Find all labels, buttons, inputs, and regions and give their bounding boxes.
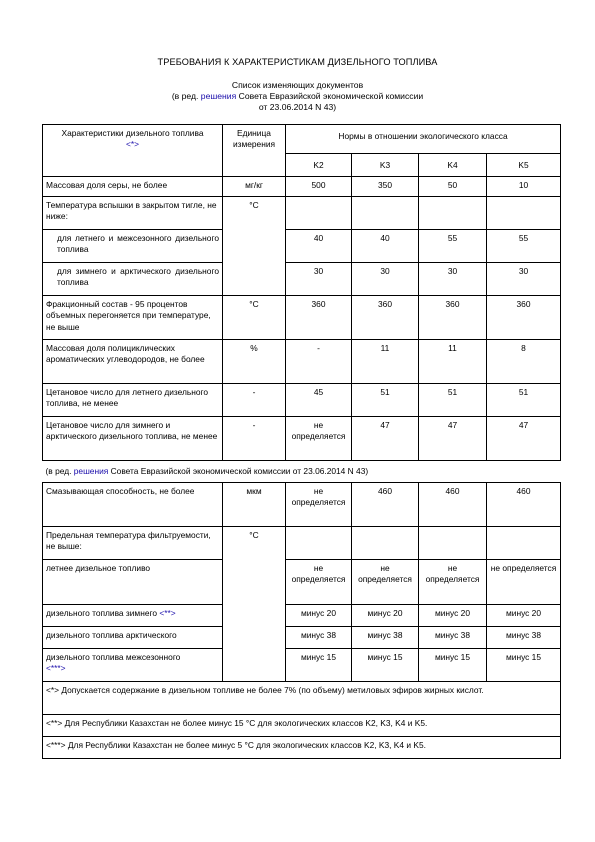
row-label-text: дизельного топлива межсезонного xyxy=(46,652,181,662)
value-cell xyxy=(352,197,419,230)
row-unit: - xyxy=(223,384,286,417)
footnote-2: <**> Для Республики Казахстан не более минус 15 °C для экологических классов K2, K3, K4 и K5. xyxy=(43,715,561,737)
value-cell: минус 20 xyxy=(487,605,561,627)
value-cell: 11 xyxy=(419,340,487,384)
value-cell: минус 20 xyxy=(419,605,487,627)
value-cell: - xyxy=(286,340,352,384)
row-label: Цетановое число для летнего дизельного топлива, не менее xyxy=(43,384,223,417)
table-row xyxy=(43,263,561,296)
value-cell: 47 xyxy=(352,417,419,461)
amendment-text: Совета Евразийской экономической комиссии от 23.06.2014 N 43) xyxy=(108,466,369,476)
row-label xyxy=(43,605,223,627)
table-row xyxy=(43,197,561,230)
amendment-note xyxy=(43,461,561,483)
value-cell: 40 xyxy=(286,230,352,263)
value-cell: минус 15 xyxy=(419,649,487,682)
header-characteristic xyxy=(43,125,223,177)
row-label: Массовая доля полициклических ароматических углеводородов, не более xyxy=(43,340,223,384)
row-unit: % xyxy=(223,340,286,384)
value-cell: 30 xyxy=(419,263,487,296)
value-cell xyxy=(286,527,352,560)
changes-line xyxy=(0,91,595,102)
row-label: Цетановое число для зимнего и арктического дизельного топлива, не менее xyxy=(43,417,223,461)
value-cell: 47 xyxy=(487,417,561,461)
row-unit: °C xyxy=(223,197,286,296)
value-cell: 47 xyxy=(419,417,487,461)
footnote-link-1[interactable]: <*> xyxy=(125,139,140,150)
value-cell: не определяется xyxy=(286,417,352,461)
value-cell: 350 xyxy=(352,177,419,197)
value-cell: 40 xyxy=(352,230,419,263)
row-label: для зимнего и арктического дизельного топлива xyxy=(43,263,223,296)
footnote-link-3[interactable]: <***> xyxy=(46,663,66,674)
footnote-1: <*> Допускается содержание в дизельном топливе не более 7% (по объему) метиловых эфиров жирных кислот. xyxy=(43,682,561,715)
row-label: дизельного топлива арктического xyxy=(43,627,223,649)
amendment-row xyxy=(43,461,561,483)
value-cell: 30 xyxy=(487,263,561,296)
row-label: Массовая доля серы, не более xyxy=(43,177,223,197)
row-unit: - xyxy=(223,417,286,461)
value-cell: 51 xyxy=(487,384,561,417)
value-cell: 55 xyxy=(487,230,561,263)
value-cell: 460 xyxy=(352,483,419,527)
value-cell: 360 xyxy=(419,296,487,340)
amendment-text: (в ред. xyxy=(45,466,74,476)
table-row xyxy=(43,605,561,627)
value-cell: 11 xyxy=(352,340,419,384)
row-label xyxy=(43,649,223,682)
table-row xyxy=(43,417,561,461)
value-cell: 30 xyxy=(352,263,419,296)
value-cell: минус 38 xyxy=(419,627,487,649)
footnote-3: <***> Для Республики Казахстан не более минус 5 °C для экологических классов K2, K3, K4 и K5. xyxy=(43,737,561,759)
value-cell: 360 xyxy=(487,296,561,340)
header-class-k2: K2 xyxy=(286,154,352,177)
footnote-row xyxy=(43,715,561,737)
value-cell: минус 15 xyxy=(352,649,419,682)
changes-date: от 23.06.2014 N 43) xyxy=(258,102,337,112)
changes-text: Совета Евразийской экономической комиссии xyxy=(236,91,424,101)
value-cell xyxy=(487,197,561,230)
value-cell: 55 xyxy=(419,230,487,263)
row-unit: °C xyxy=(223,296,286,340)
value-cell: минус 20 xyxy=(286,605,352,627)
value-cell: 30 xyxy=(286,263,352,296)
row-label: летнее дизельное топливо xyxy=(43,560,223,605)
header-class-k5: K5 xyxy=(487,154,561,177)
header-characteristic-label: Характеристики дизельного топлива xyxy=(61,128,204,138)
table-row xyxy=(43,230,561,263)
value-cell: 8 xyxy=(487,340,561,384)
row-label: Фракционный состав - 95 процентов объемных перегоняется при температуре, не выше xyxy=(43,296,223,340)
value-cell: минус 38 xyxy=(352,627,419,649)
value-cell: 50 xyxy=(419,177,487,197)
value-cell: минус 15 xyxy=(487,649,561,682)
value-cell: минус 15 xyxy=(286,649,352,682)
value-cell: не определяется xyxy=(352,560,419,605)
table-row xyxy=(43,649,561,682)
row-unit: °C xyxy=(223,527,286,682)
row-label-text: дизельного топлива зимнего xyxy=(46,608,160,618)
value-cell xyxy=(419,527,487,560)
value-cell: 51 xyxy=(352,384,419,417)
value-cell: не определяется xyxy=(286,483,352,527)
table-row xyxy=(43,177,561,197)
value-cell: 45 xyxy=(286,384,352,417)
value-cell: не определяется xyxy=(487,560,561,605)
value-cell xyxy=(419,197,487,230)
value-cell: 10 xyxy=(487,177,561,197)
value-cell: 460 xyxy=(419,483,487,527)
row-unit: мг/кг xyxy=(223,177,286,197)
decision-link[interactable]: решения xyxy=(73,466,109,476)
value-cell: минус 38 xyxy=(487,627,561,649)
value-cell: минус 20 xyxy=(352,605,419,627)
table-row xyxy=(43,560,561,605)
changes-heading: Список изменяющих документов xyxy=(231,80,364,90)
value-cell: не определяется xyxy=(286,560,352,605)
value-cell: минус 38 xyxy=(286,627,352,649)
changes-block xyxy=(0,80,595,113)
value-cell xyxy=(352,527,419,560)
footnote-row xyxy=(43,737,561,759)
row-label: для летнего и межсезонного дизельного топлива xyxy=(43,230,223,263)
table-row xyxy=(43,527,561,560)
value-cell: 500 xyxy=(286,177,352,197)
header-unit: Единица измерения xyxy=(223,125,286,177)
value-cell: 360 xyxy=(352,296,419,340)
header-class-k4: K4 xyxy=(419,154,487,177)
value-cell xyxy=(487,527,561,560)
table-row xyxy=(43,384,561,417)
fuel-requirements-table xyxy=(42,124,561,759)
decision-link[interactable]: решения xyxy=(200,91,237,101)
table-row xyxy=(43,483,561,527)
row-label: Предельная температура фильтруемости, не выше: xyxy=(43,527,223,560)
row-unit: мкм xyxy=(223,483,286,527)
footnote-link-2[interactable]: <**> xyxy=(159,608,176,618)
changes-text: (в ред. xyxy=(171,91,201,101)
header-class-k3: K3 xyxy=(352,154,419,177)
value-cell xyxy=(286,197,352,230)
header-norms: Нормы в отношении экологического класса xyxy=(286,125,561,154)
table-row xyxy=(43,340,561,384)
value-cell: не определяется xyxy=(419,560,487,605)
row-label: Смазывающая способность, не более xyxy=(43,483,223,527)
document-title: ТРЕБОВАНИЯ К ХАРАКТЕРИСТИКАМ ДИЗЕЛЬНОГО ТОПЛИВА xyxy=(157,57,438,67)
value-cell: 360 xyxy=(286,296,352,340)
row-label: Температура вспышки в закрытом тигле, не ниже: xyxy=(43,197,223,230)
value-cell: 51 xyxy=(419,384,487,417)
value-cell: 460 xyxy=(487,483,561,527)
table-row xyxy=(43,296,561,340)
footnote-row xyxy=(43,682,561,715)
table-row xyxy=(43,627,561,649)
